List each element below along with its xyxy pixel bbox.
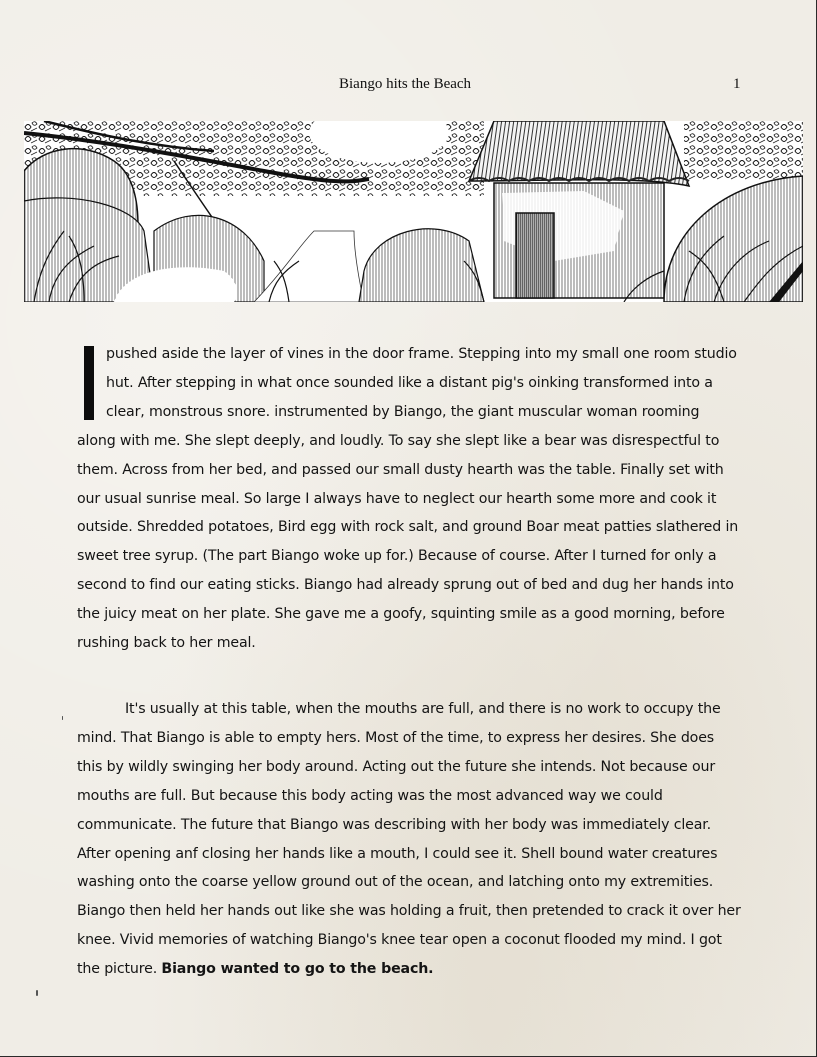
header-illustration xyxy=(24,121,803,302)
drop-cap xyxy=(84,346,94,420)
paragraph-1-text: pushed aside the layer of vines in the door frame. Stepping into my small one room studio hut. After stepping in what once sounded like a distant pig's oinking transformed into a clear, monstrous snore. instrumented by Biango, the giant muscular woman rooming along with me. She slept deeply, and loudly. To say she slept like a bear was disrespectful to them. Across from her bed, and passed our small dusty hearth was the table. Finally set with our usual sunrise meal. So large I always have to neglect our hearth some more and cook it outside. Shredded potatoes, Bird egg with rock salt, and ground Boar meat patties slathered in sweet tree syrup. (The part Biango woke up for.) Because of course. After I turned for only a second to find our eating sticks. Biango had already sprung out of bed and dug her hands into the juicy meat on her plate. She gave me a goofy, squinting smile as a good morning, before rushing back to her meal. xyxy=(77,346,739,652)
page-number: 1 xyxy=(733,76,741,92)
paragraph-2-bold-conclusion: Biango wanted to go to the beach. xyxy=(161,961,434,978)
paragraph-1 xyxy=(77,340,742,658)
page-header-title: Biango hits the Beach xyxy=(339,76,472,92)
story-body xyxy=(77,340,742,984)
paper-speck xyxy=(62,716,63,720)
paper-speck xyxy=(36,990,38,996)
paragraph-2-text: It's usually at this table, when the mouths are full, and there is no work to occupy the mind. That Biango is able to empty hers. Most of the time, to express her desires. She does this by wildly swinging her body around. Acting out the future she intends. Not because our mouths are full. But because this body acting was the most advanced way we could communicate. The future that Biango was describing with her body was immediately clear. After opening anf closing her hands like a mouth, I could see it. Shell bound water creatures washing onto the coarse yellow ground out of the ocean, and latching onto my extremities. Biango then held her hands out like she was holding a fruit, then pretended to crack it over her knee. Vivid memories of watching Biango's knee tear open a coconut flooded my mind. I got the picture. xyxy=(77,700,741,978)
jungle-hut-drawing xyxy=(24,121,803,302)
paragraph-2 xyxy=(77,695,742,984)
